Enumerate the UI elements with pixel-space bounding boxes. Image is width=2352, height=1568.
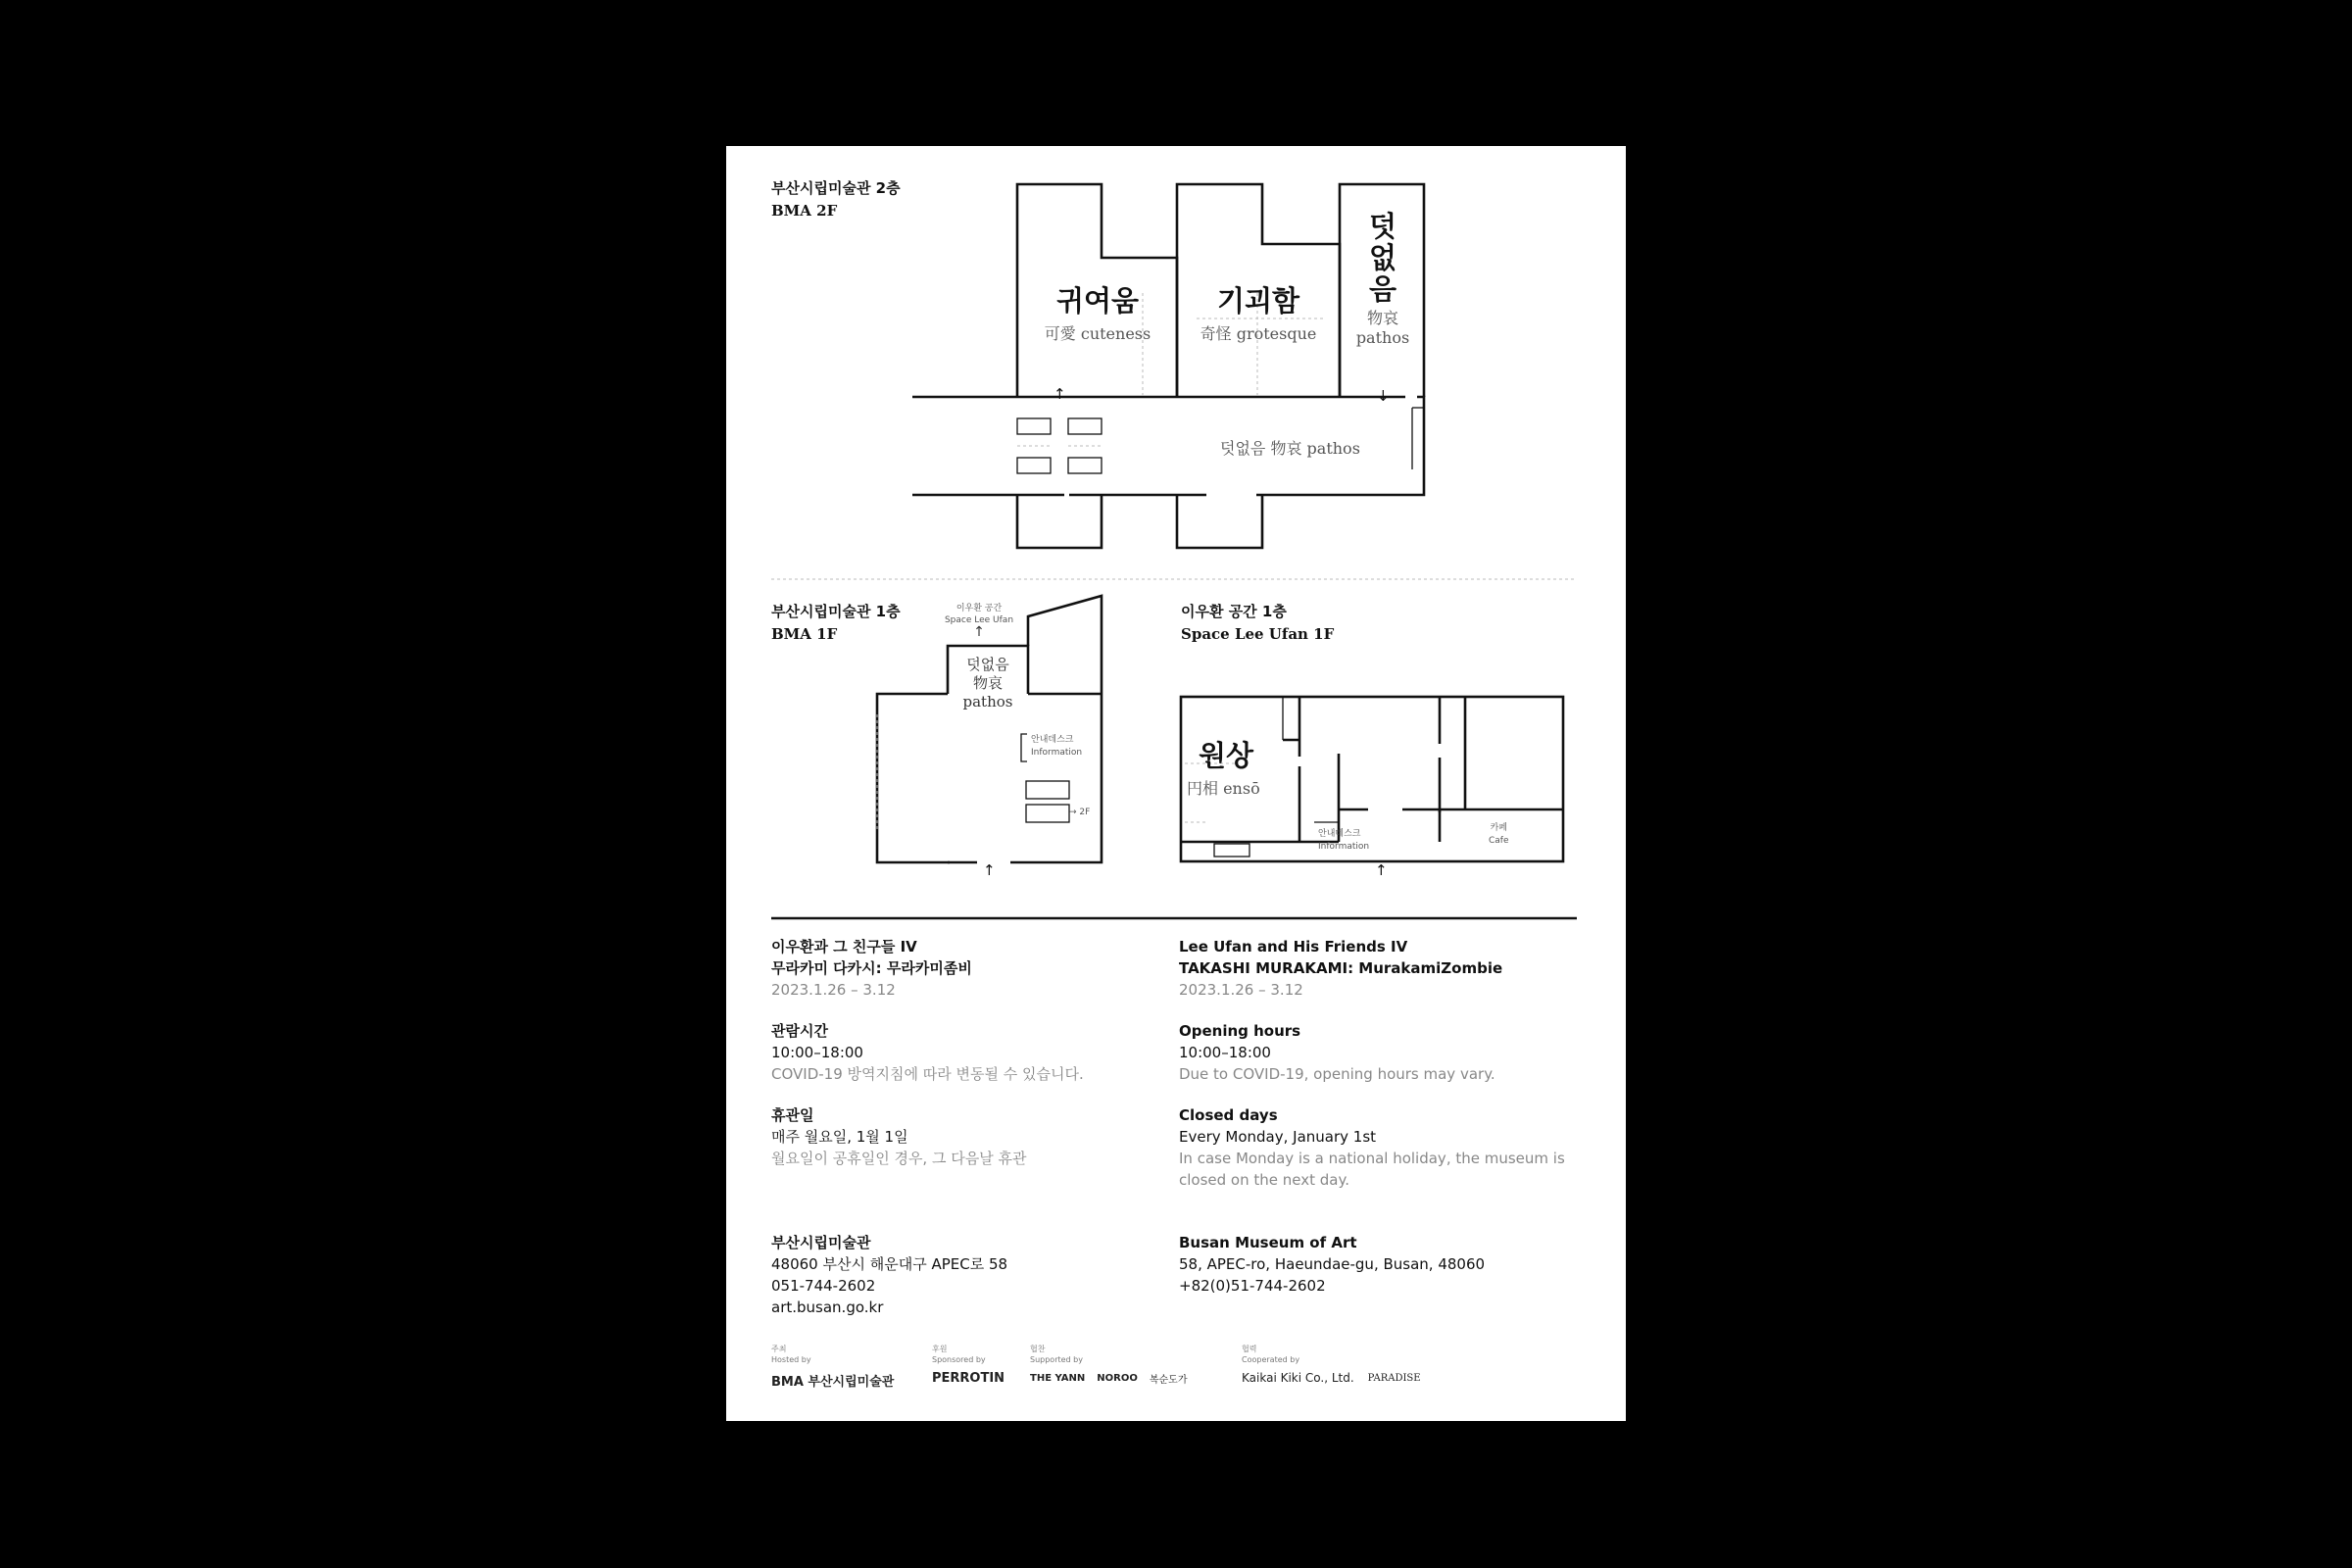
room-enso-sub: 円相 ensō: [1187, 779, 1260, 798]
leeufan-info-desk: [1318, 828, 1369, 854]
en-title: TAKASHI MURAKAMI: MurakamiZombie: [1179, 959, 1503, 977]
boksoon-doga-logo: 복순도가: [1149, 1375, 1188, 1386]
en-closed-note-1: In case Monday is a national holiday, the museum is: [1179, 1150, 1565, 1167]
floor2-label-kr: 부산시립미술관 2층: [771, 179, 901, 197]
floor1-label-en: BMA 1F: [771, 625, 838, 643]
kr-hours: 10:00–18:00: [771, 1044, 863, 1061]
en-address: 58, APEC-ro, Haeundae-gu, Busan, 48060: [1179, 1255, 1486, 1273]
floor1-label: [771, 601, 901, 646]
kr-hours-head: 관람시간: [771, 1022, 828, 1040]
kr-hours-note: COVID-19 방역지침에 따라 변동될 수 있습니다.: [771, 1065, 1084, 1083]
kr-series: 이우환과 그 친구들 IV: [771, 938, 917, 956]
room-pathos-kr-2: 없: [1368, 241, 1396, 274]
floor1-room-pathos: [948, 656, 1028, 711]
leeufan-label: [1181, 601, 1334, 646]
room-enso: [1187, 734, 1260, 799]
contact-english: [1179, 1232, 1610, 1297]
en-museum: Busan Museum of Art: [1179, 1234, 1357, 1251]
en-closed: Every Monday, January 1st: [1179, 1128, 1377, 1146]
floor1-info-desk: [1031, 734, 1082, 760]
room-pathos-sub-2: pathos: [1355, 328, 1410, 347]
en-closed-head: Closed days: [1179, 1106, 1278, 1124]
the-yann-logo: THE YANN: [1030, 1373, 1086, 1384]
poster-sheet: [726, 146, 1626, 1421]
kr-phone: 051-744-2602: [771, 1277, 876, 1295]
room-pathos: [1342, 211, 1424, 348]
supported-logos: [1030, 1371, 1206, 1386]
floor1-top-arrow-icon: ↑: [973, 624, 985, 640]
en-dates: 2023.1.26 – 3.12: [1179, 981, 1303, 999]
floor2-arrow-down-icon: ↓: [1377, 387, 1390, 405]
room-pathos-kr-3: 음: [1368, 272, 1396, 306]
room-pathos-kr: [1342, 211, 1424, 305]
floor2-stairs: [1017, 418, 1102, 473]
credit-hosted: [771, 1344, 894, 1390]
kr-museum: 부산시립미술관: [771, 1234, 871, 1251]
paradise-logo: PARADISE: [1367, 1372, 1421, 1384]
hosted-en: Hosted by: [771, 1355, 811, 1364]
kr-web[interactable]: art.busan.go.kr: [771, 1298, 884, 1316]
coop-kr: 협력: [1242, 1345, 1257, 1353]
room-grotesque-sub: 奇怪 grotesque: [1200, 324, 1317, 343]
noroo-logo: NOROO: [1097, 1373, 1138, 1384]
floor1-top-caption-kr: 이우환 공간: [956, 604, 1003, 613]
leeufan-cafe-kr: 카페: [1490, 823, 1507, 833]
kr-closed: 매주 월요일, 1월 1일: [771, 1128, 908, 1146]
room-cuteness-kr: 귀여움: [1055, 284, 1140, 318]
floor1-room-line-3: pathos: [962, 693, 1013, 710]
sponsored-en: Sponsored by: [932, 1355, 986, 1364]
room-grotesque-kr: 기괴함: [1216, 284, 1300, 318]
room-pathos-kr-1: 덧: [1368, 210, 1396, 243]
leeufan-label-en: Space Lee Ufan 1F: [1181, 625, 1335, 643]
contact-korean: [771, 1232, 1163, 1318]
floor1-top-caption: [930, 603, 1028, 638]
credit-sponsored: [932, 1344, 1004, 1386]
floor2-label-en: BMA 2F: [771, 202, 838, 220]
floor1-stairs-to-2f: → 2F: [1069, 808, 1091, 817]
kr-dates: 2023.1.26 – 3.12: [771, 981, 896, 999]
floor1-info-kr: 안내데스크: [1031, 735, 1074, 745]
coop-en: Cooperated by: [1242, 1355, 1300, 1364]
kr-closed-note: 월요일이 공휴일인 경우, 그 다음날 휴관: [771, 1150, 1027, 1167]
leeufan-info-kr: 안내데스크: [1318, 829, 1361, 839]
coop-logos: [1242, 1371, 1496, 1385]
floor1-room-line-1: 덧없음: [966, 656, 1009, 673]
kr-address: 48060 부산시 해운대구 APEC로 58: [771, 1255, 1008, 1273]
kaikai-kiki-logo: Kaikai Kiki Co., Ltd.: [1242, 1371, 1354, 1385]
floor1-label-kr: 부산시립미술관 1층: [771, 603, 901, 620]
en-hours-head: Opening hours: [1179, 1022, 1301, 1040]
credit-cooperated: [1242, 1344, 1496, 1385]
en-phone: +82(0)51-744-2602: [1179, 1277, 1326, 1295]
kr-title: 무라카미 다카시: 무라카미좀비: [771, 959, 972, 977]
leeufan-cafe-en: Cafe: [1489, 836, 1509, 846]
room-cuteness-sub: 可愛 cuteness: [1044, 324, 1152, 343]
supported-en: Supported by: [1030, 1355, 1083, 1364]
perrotin-logo: PERROTIN: [932, 1371, 1005, 1386]
floor1-room-line-2: 物哀: [972, 674, 1003, 692]
floor2-arrow-up-icon: ↑: [1054, 385, 1066, 403]
room-enso-kr: 원상: [1199, 739, 1254, 772]
info-english: [1179, 936, 1610, 1191]
floor1-top-caption-en: Space Lee Ufan: [944, 615, 1014, 625]
room-pathos-sub-1: 物哀: [1366, 309, 1398, 327]
en-closed-note-2: closed on the next day.: [1179, 1171, 1349, 1189]
room-cuteness: [1018, 279, 1177, 344]
floor1-info-en: Information: [1031, 748, 1083, 758]
en-series: Lee Ufan and His Friends IV: [1179, 938, 1408, 956]
room-pathos-sub: [1342, 309, 1424, 348]
credit-supported: [1030, 1344, 1206, 1386]
bma-logo: BMA 부산시립미술관: [771, 1375, 895, 1390]
room-grotesque: [1179, 279, 1338, 344]
supported-kr: 협찬: [1030, 1345, 1046, 1353]
leeufan-entrance-arrow-icon: ↑: [1375, 861, 1388, 879]
kr-closed-head: 휴관일: [771, 1106, 814, 1124]
info-korean: [771, 936, 1163, 1169]
sponsored-kr: 후원: [932, 1345, 948, 1353]
floor1-entrance-arrow-icon: ↑: [983, 861, 996, 879]
leeufan-info-en: Information: [1318, 842, 1370, 852]
corridor-pathos-label: 덧없음 物哀 pathos: [1220, 439, 1360, 458]
hosted-kr: 주최: [771, 1345, 787, 1353]
en-hours-note: Due to COVID-19, opening hours may vary.: [1179, 1065, 1495, 1083]
leeufan-cafe: [1489, 822, 1509, 848]
en-hours: 10:00–18:00: [1179, 1044, 1271, 1061]
leeufan-label-kr: 이우환 공간 1층: [1181, 603, 1287, 620]
